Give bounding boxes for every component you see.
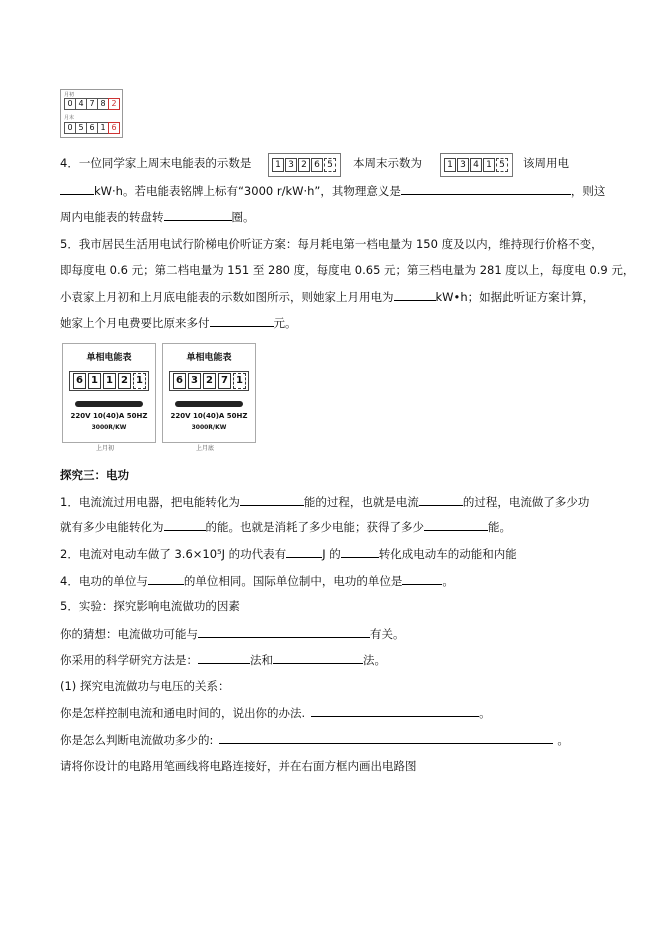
digit-decimal: 1 — [233, 373, 246, 389]
digit: 1 — [97, 122, 109, 134]
meter-disc-icon — [175, 401, 243, 407]
meter-title: 单相电能表 — [86, 353, 132, 363]
meter-bottom-digits — [64, 122, 119, 134]
q5-text: 元。 — [273, 316, 297, 330]
meter-caption: 上月初 — [96, 445, 115, 452]
meter-reading-image — [60, 89, 123, 138]
answer-blank[interactable] — [394, 288, 436, 301]
meter-figure-month-end — [162, 343, 256, 443]
digit: 2 — [298, 158, 310, 172]
q4-text: 周内电能表的转盘转 — [60, 210, 164, 224]
q5-text: 小袁家上月初和上月底电能表的示数如图所示，则她家上月用电为 — [60, 290, 394, 304]
text: 4．电功的单位与 — [60, 574, 148, 588]
meter-digits — [169, 371, 249, 391]
digit: 6 — [173, 373, 186, 389]
section-heading: 探究三：电功 — [60, 468, 129, 482]
answer-blank[interactable] — [148, 572, 184, 585]
digit: 3 — [188, 373, 201, 389]
digit: 6 — [311, 158, 323, 172]
meter-digits — [69, 371, 149, 391]
section-line-10 — [60, 731, 569, 748]
answer-blank[interactable] — [198, 625, 370, 638]
digit-decimal: 2 — [108, 98, 120, 110]
meter-spec: 220V 10(40)A 50HZ — [170, 412, 248, 420]
digit: 1 — [88, 373, 101, 389]
answer-blank[interactable] — [341, 545, 379, 558]
digit: 1 — [103, 373, 116, 389]
answer-blank[interactable] — [311, 704, 479, 717]
digit-decimal: 1 — [133, 373, 146, 389]
text: J 的 — [322, 547, 341, 561]
text: 的单位相同。国际单位制中，电功的单位是 — [183, 574, 403, 588]
q5-text: 她家上个月电费要比原来多付 — [60, 316, 210, 330]
answer-blank[interactable] — [164, 208, 232, 221]
q4-text: kW·h。若电能表铭牌上标有“3000 r/kW·h”，其物理意义是 — [94, 184, 401, 198]
digit: 2 — [203, 373, 216, 389]
section-line-2 — [60, 518, 511, 535]
digit: 0 — [64, 98, 76, 110]
answer-blank[interactable] — [424, 518, 488, 531]
section-line-9 — [60, 704, 491, 721]
digit-decimal: 5 — [496, 158, 508, 172]
answer-blank[interactable] — [240, 493, 304, 506]
digit: 4 — [75, 98, 87, 110]
meter-top-digits — [64, 98, 119, 110]
meter-bottom-label: 月末 — [64, 115, 75, 121]
meter-top-label: 月初 — [64, 92, 75, 98]
text: 你的猜想：电流做功可能与 — [60, 627, 198, 641]
question-4-line-3 — [60, 208, 255, 225]
text: 能。 — [488, 520, 511, 534]
question-5-line-4 — [60, 314, 297, 331]
answer-blank[interactable] — [198, 651, 250, 664]
answer-blank[interactable] — [219, 731, 553, 744]
digit: 1 — [272, 158, 284, 172]
q4-text: 本周末示数为 — [353, 156, 422, 170]
digit: 7 — [218, 373, 231, 389]
meter-spec: 220V 10(40)A 50HZ — [70, 412, 148, 420]
digit: 7 — [86, 98, 98, 110]
meter-last-week — [268, 153, 341, 177]
question-4-line-1 — [60, 155, 251, 171]
meter-disc-icon — [75, 401, 143, 407]
section-line-7 — [60, 651, 386, 668]
section-line-3 — [60, 545, 517, 562]
text: 。 — [442, 574, 454, 588]
q4-text: 4．一位同学家上周末电能表的示数是 — [60, 156, 252, 170]
section-line-1 — [60, 493, 589, 510]
text: 。 — [479, 706, 491, 720]
answer-blank[interactable] — [419, 493, 463, 506]
section-line-11: 请将你设计的电路用笔画线将电路连接好，并在右面方框内画出电路图 — [60, 759, 417, 773]
q4-text: ，则这 — [570, 184, 606, 198]
section-line-8: (1) 探究电流做功与电压的关系： — [60, 679, 230, 693]
digit: 8 — [97, 98, 109, 110]
question-5-line-2: 即每度电 0.6 元；第二档电量为 151 至 280 度，每度电 0.65 元；第三档电量为 281 度以上，每度电 0.9 元， — [60, 263, 635, 277]
meter-rev: 3000R/KW — [191, 424, 227, 431]
text: 转化成电动车的动能和内能 — [378, 547, 517, 561]
digit-decimal: 6 — [108, 122, 120, 134]
digit: 4 — [470, 158, 482, 172]
digit: 0 — [64, 122, 76, 134]
text: 1．电流流过用电器，把电能转化为 — [60, 495, 240, 509]
answer-blank[interactable] — [286, 545, 322, 558]
answer-blank[interactable] — [273, 651, 363, 664]
text: 。 — [557, 733, 569, 747]
digit: 1 — [444, 158, 456, 172]
question-5-line-3 — [60, 288, 594, 305]
digit-decimal: 5 — [324, 158, 336, 172]
q4-text: 圈。 — [231, 210, 255, 224]
question-4-line-2 — [60, 182, 605, 199]
q4-text: 该周用电 — [523, 156, 569, 170]
text: 你是怎么判断电流做功多少的: — [60, 733, 214, 747]
meter-caption: 上月底 — [196, 445, 215, 452]
answer-blank[interactable] — [210, 314, 274, 327]
text: 你是怎样控制电流和通电时间的，说出你的办法. — [60, 706, 306, 720]
text: 2．电流对电动车做了 3.6×10⁵J 的功代表有 — [60, 547, 287, 561]
answer-blank[interactable] — [164, 518, 206, 531]
section-line-5: 5．实验：探究影响电流做功的因素 — [60, 599, 240, 613]
digit: 3 — [457, 158, 469, 172]
meter-rev: 3000R/KW — [91, 424, 127, 431]
text: 能的过程，也就是电流 — [303, 495, 419, 509]
answer-blank[interactable] — [401, 182, 571, 195]
meter-title: 单相电能表 — [186, 353, 232, 363]
digit: 6 — [73, 373, 86, 389]
section-line-6 — [60, 625, 405, 642]
text: 的过程，电流做了多少功 — [462, 495, 590, 509]
answer-blank[interactable] — [60, 182, 94, 195]
text: 法。 — [363, 653, 386, 667]
meter-this-week — [440, 153, 513, 177]
text: 法和 — [250, 653, 273, 667]
answer-blank[interactable] — [402, 572, 442, 585]
section-line-4 — [60, 572, 454, 589]
text: 你采用的科学研究方法是： — [60, 653, 198, 667]
digit: 3 — [285, 158, 297, 172]
text: 的能。也就是消耗了多少电能；获得了多少 — [205, 520, 424, 534]
question-5-line-1: 5．我市居民生活用电试行阶梯电价听证方案：每月耗电第一档电量为 150 度及以内，维持现行价格不变， — [60, 237, 603, 251]
text: 就有多少电能转化为 — [60, 520, 164, 534]
digit: 1 — [483, 158, 495, 172]
meter-figure-month-start — [62, 343, 156, 443]
digit: 2 — [118, 373, 131, 389]
q5-text: kW•h；如据此听证方案计算， — [435, 290, 595, 304]
digit: 5 — [75, 122, 87, 134]
digit: 6 — [86, 122, 98, 134]
text: 有关。 — [370, 627, 405, 641]
